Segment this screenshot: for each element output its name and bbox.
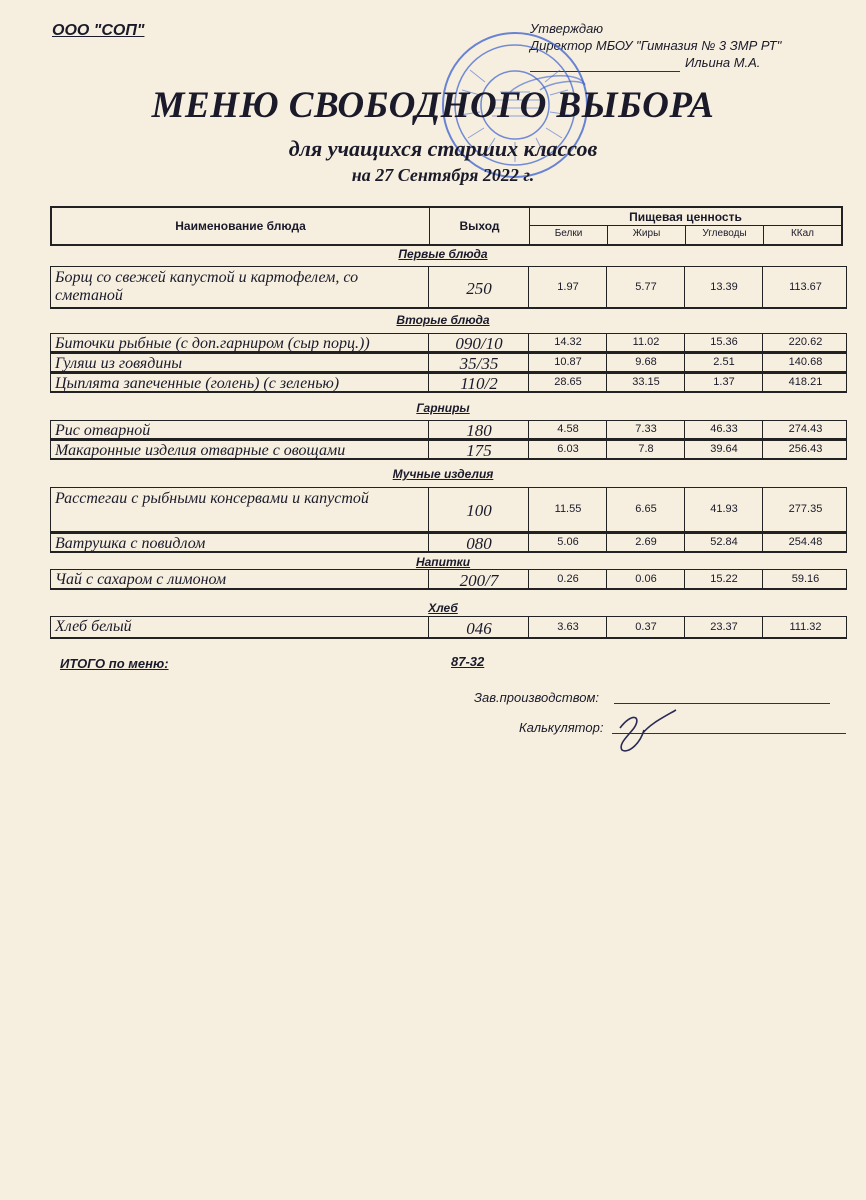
nutrition-carbs: 13.39: [710, 280, 738, 293]
table-row: [50, 266, 847, 309]
nutrition-kcal: 254.48: [788, 536, 823, 548]
nutrition-carbs: 39.64: [710, 443, 738, 455]
dish-name: Гуляш из говядины: [55, 355, 183, 372]
dish-output: 080: [466, 534, 492, 553]
table-row: [50, 353, 847, 373]
dish-output: 090/10: [455, 334, 503, 353]
nutrition-protein: 6.03: [557, 443, 579, 455]
nutrition-fat: 9.68: [635, 356, 657, 368]
dish-output: 200/7: [459, 570, 499, 590]
nutrition-kcal: 111.32: [789, 620, 822, 633]
column-output: Выход: [459, 219, 500, 233]
table-row: [50, 569, 847, 590]
table-row: [50, 373, 847, 393]
dish-output: 046: [466, 618, 492, 638]
nutrition-carbs: 1.37: [713, 376, 735, 388]
section-title-side-dishes: Гарниры: [416, 401, 470, 415]
nutrition-protein: 3.63: [557, 620, 579, 633]
column-dish-name: Наименование блюда: [175, 219, 306, 233]
nutrition-fat: 11.02: [632, 336, 660, 348]
nutrition-kcal: 59.16: [791, 572, 820, 585]
column-nutrition: Пищевая ценность: [629, 210, 742, 224]
dish-name: Хлеб белый: [55, 618, 132, 635]
dish-output: 100: [466, 501, 492, 520]
nutrition-carbs: 15.36: [710, 336, 738, 348]
nutrition-kcal: 256.43: [788, 443, 823, 455]
table-row: [50, 333, 847, 353]
nutrition-kcal: 220.62: [788, 336, 823, 348]
dish-name: Цыплята запеченные (голень) (с зеленью): [55, 375, 340, 392]
organization-name: ООО "СОП": [52, 22, 145, 39]
column-kcal: ККал: [790, 228, 815, 239]
column-carbs: Углеводы: [702, 228, 747, 239]
approver-name: Ильина М.А.: [685, 55, 761, 70]
production-head-label: Зав.производством:: [474, 690, 599, 705]
nutrition-fat: 2.69: [635, 536, 657, 548]
calculator-signature: [612, 704, 682, 754]
approver-position: Директор МБОУ "Гимназия № 3 ЗМР РТ": [530, 38, 782, 53]
dish-name: Расстегаи с рыбными консервами и капустой: [55, 490, 369, 507]
section-title-bread: Хлеб: [428, 601, 458, 615]
dish-name: Рис отварной: [55, 422, 151, 439]
dish-output: 250: [466, 278, 492, 298]
nutrition-protein: 14.32: [554, 336, 582, 348]
nutrition-protein: 1.97: [557, 280, 579, 293]
dish-output: 180: [466, 421, 492, 440]
dish-name: Биточки рыбные (с доп.гарниром (сыр порц.)): [55, 335, 370, 352]
nutrition-kcal: 274.43: [788, 423, 823, 435]
nutrition-protein: 0.26: [557, 572, 579, 585]
nutrition-fat: 6.65: [635, 503, 657, 515]
dish-output: 35/35: [459, 354, 499, 373]
nutrition-kcal: 113.67: [789, 280, 822, 293]
nutrition-protein: 28.65: [554, 376, 582, 388]
column-protein: Белки: [554, 228, 583, 239]
table-row: [50, 533, 847, 553]
column-fat: Жиры: [632, 228, 661, 239]
calculator-label: Калькулятор:: [519, 720, 604, 735]
nutrition-protein: 4.58: [557, 423, 579, 435]
nutrition-carbs: 52.84: [710, 536, 738, 548]
nutrition-carbs: 41.93: [710, 503, 738, 515]
nutrition-kcal: 418.21: [788, 376, 823, 388]
dish-output: 175: [466, 441, 492, 460]
section-title-first-courses: Первые блюда: [398, 247, 488, 261]
menu-date: на 27 Сентября 2022 г.: [351, 165, 535, 185]
nutrition-carbs: 2.51: [713, 356, 735, 368]
menu-subtitle: для учащихся старших классов: [288, 136, 598, 161]
section-title-drinks: Напитки: [415, 555, 471, 569]
dish-name: Борщ со свежей капустой и картофелем, со сметаной: [55, 269, 359, 304]
nutrition-fat: 0.06: [635, 572, 657, 585]
dish-name: Чай с сахаром с лимоном: [55, 571, 227, 588]
nutrition-kcal: 277.35: [788, 503, 823, 515]
table-header: [50, 206, 843, 246]
total-value: 87-32: [451, 654, 485, 669]
total-label: ИТОГО по меню:: [60, 656, 169, 671]
nutrition-fat: 33.15: [632, 376, 660, 388]
table-row: [50, 440, 847, 460]
nutrition-carbs: 46.33: [710, 423, 738, 435]
dish-output: 110/2: [460, 374, 498, 393]
nutrition-fat: 7.8: [638, 443, 654, 455]
nutrition-kcal: 140.68: [788, 356, 823, 368]
section-title-second-courses: Вторые блюда: [396, 313, 490, 327]
nutrition-protein: 5.06: [557, 536, 579, 548]
table-row: [50, 616, 847, 639]
nutrition-fat: 5.77: [635, 280, 657, 293]
menu-title: МЕНЮ СВОБОДНОГО ВЫБОРА: [151, 85, 715, 126]
approve-label: Утверждаю: [530, 21, 604, 36]
nutrition-carbs: 15.22: [710, 572, 738, 585]
table-row: [50, 487, 847, 533]
dish-name: Макаронные изделия отварные с овощами: [55, 442, 346, 459]
nutrition-protein: 10.87: [554, 356, 582, 368]
nutrition-carbs: 23.37: [710, 620, 738, 633]
section-title-pastry: Мучные изделия: [392, 467, 494, 481]
dish-name: Ватрушка с повидлом: [55, 535, 206, 552]
nutrition-fat: 0.37: [635, 620, 657, 633]
nutrition-protein: 11.55: [554, 503, 582, 515]
nutrition-fat: 7.33: [635, 423, 657, 435]
table-row: [50, 420, 847, 440]
